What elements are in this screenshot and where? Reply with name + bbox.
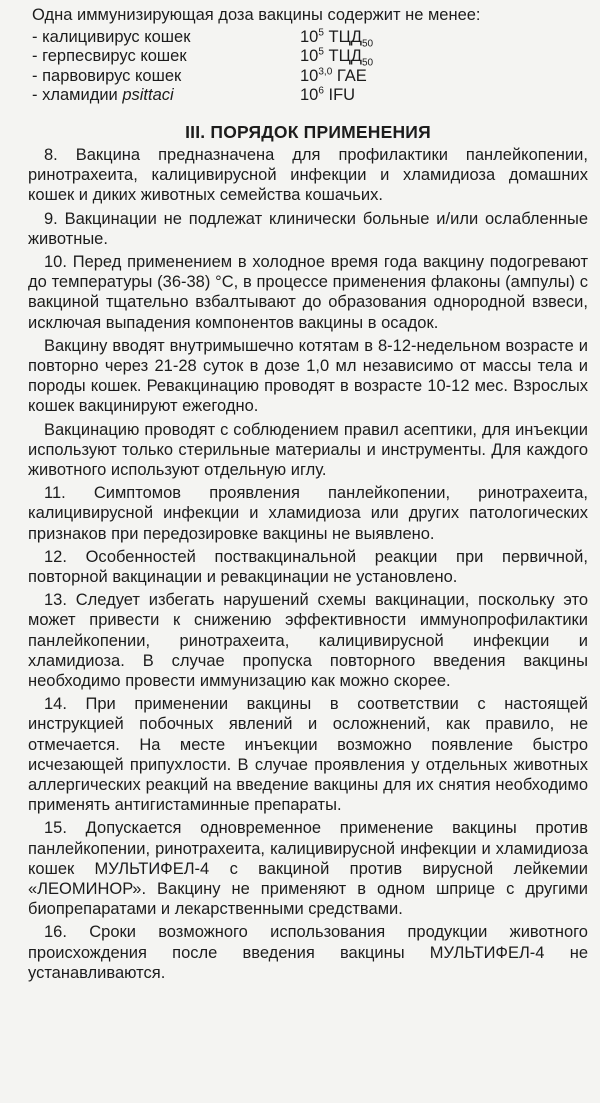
paragraph: 13. Следует избегать нарушений схемы вакцинации, поскольку это может привести к снижению эффективности иммунопрофилактики панлейкопении, ринотрахеита, калицивирусной инфекции и хламидиоза. В случае пропуска повторного введения вакцины необходимо провести иммунизацию как можно скорее. xyxy=(28,591,588,691)
dose-name: - герпесвирус кошек xyxy=(32,47,187,66)
paragraph: 16. Сроки возможного использования продукции животного происхождения после введения вакцины МУЛЬТИФЕЛ-4 не устанавливаются. xyxy=(28,923,588,982)
paragraph: 11. Симптомов проявления панлейкопении, ринотрахеита, калицивирусной инфекции и хламидиоза или других патологических признаков при передозировке вакцины не выявлено. xyxy=(28,484,588,543)
dose-list xyxy=(32,28,588,106)
dose-value: $10^5$ $ТЦД_{50}$ xyxy=(300,46,374,69)
paragraph: 10. Перед применением в холодное время года вакцину подогревают до температуры (36-38) °С, в процессе применения флаконы (ампулы) с вакциной тщательно взбалтывают до образования однородной взвеси, исключая выпадения компонентов вакцины в осадок. xyxy=(28,252,588,332)
paragraph: 9. Вакцинации не подлежат клинически больные и/или ослабленные животные. xyxy=(28,209,588,248)
dose-row xyxy=(32,67,588,87)
dose-value: $10^5$ $ТЦД_{50}$ xyxy=(300,27,374,49)
dose-name: - хламидии psittaci xyxy=(32,86,174,105)
dose-row xyxy=(32,47,588,67)
paragraph: 12. Особенностей поствакцинальной реакции при первичной, повторной вакцинации и ревакцинации не установлено. xyxy=(28,547,588,587)
dose-intro: Одна иммунизирующая доза вакцины содержит не менее: xyxy=(32,6,481,24)
dose-row xyxy=(32,28,588,48)
paragraph: Вакцинацию проводят с соблюдением правил асептики, для инъекции используют только стерильные материалы и инструменты. Для каждого животного используют отдельную иглу. xyxy=(28,420,588,480)
paragraph: 8. Вакцина предназначена для профилактики панлейкопении, ринотрахеита, калицивирусной инфекции и хламидиоза домашних кошек и диких животных семейства кошачьих. xyxy=(28,145,588,205)
paragraph: 15. Допускается одновременное применение вакцины против панлейкопении, ринотрахеита, калицивирусной инфекции и хламидиоза кошек МУЛЬТИФЕЛ-4 с вакциной против вирусной лейкемии «ЛЕОМИНОР». Вакцину не применяют в одном шприце с другими биопрепаратами и лекарственными средствами. xyxy=(28,819,588,919)
dose-name: - калицивирус кошек xyxy=(32,27,191,46)
dose-value: 10$^{3,0}$ ГАЕ xyxy=(300,66,367,85)
dose-row xyxy=(32,86,588,106)
section-title: III. ПОРЯДОК ПРИМЕНЕНИЯ xyxy=(185,121,431,142)
paragraph: 14. При применении вакцины в соответствии с настоящей инструкцией побочных явлений и осложнений, как правило, не отмечается. На месте инъекции возможно появление быстро исчезающей припухлости. В случае проявления у отдельных животных аллергических реакций на введение вакцины для их снятия необходимо применять антигистаминные препараты. xyxy=(28,695,588,815)
dose-name: - парвовирус кошек xyxy=(32,66,182,85)
dose-value: $10^6$ IFU xyxy=(300,85,356,105)
paragraph: Вакцину вводят внутримышечно котятам в 8-12-недельном возрасте и повторно через 21-28 суток в дозе 1,0 мл независимо от массы тела и породы кошек. Ревакцинацию проводят в возрасте 10-12 мес. Взрослых кошек вакцинируют ежегодно. xyxy=(28,336,588,416)
